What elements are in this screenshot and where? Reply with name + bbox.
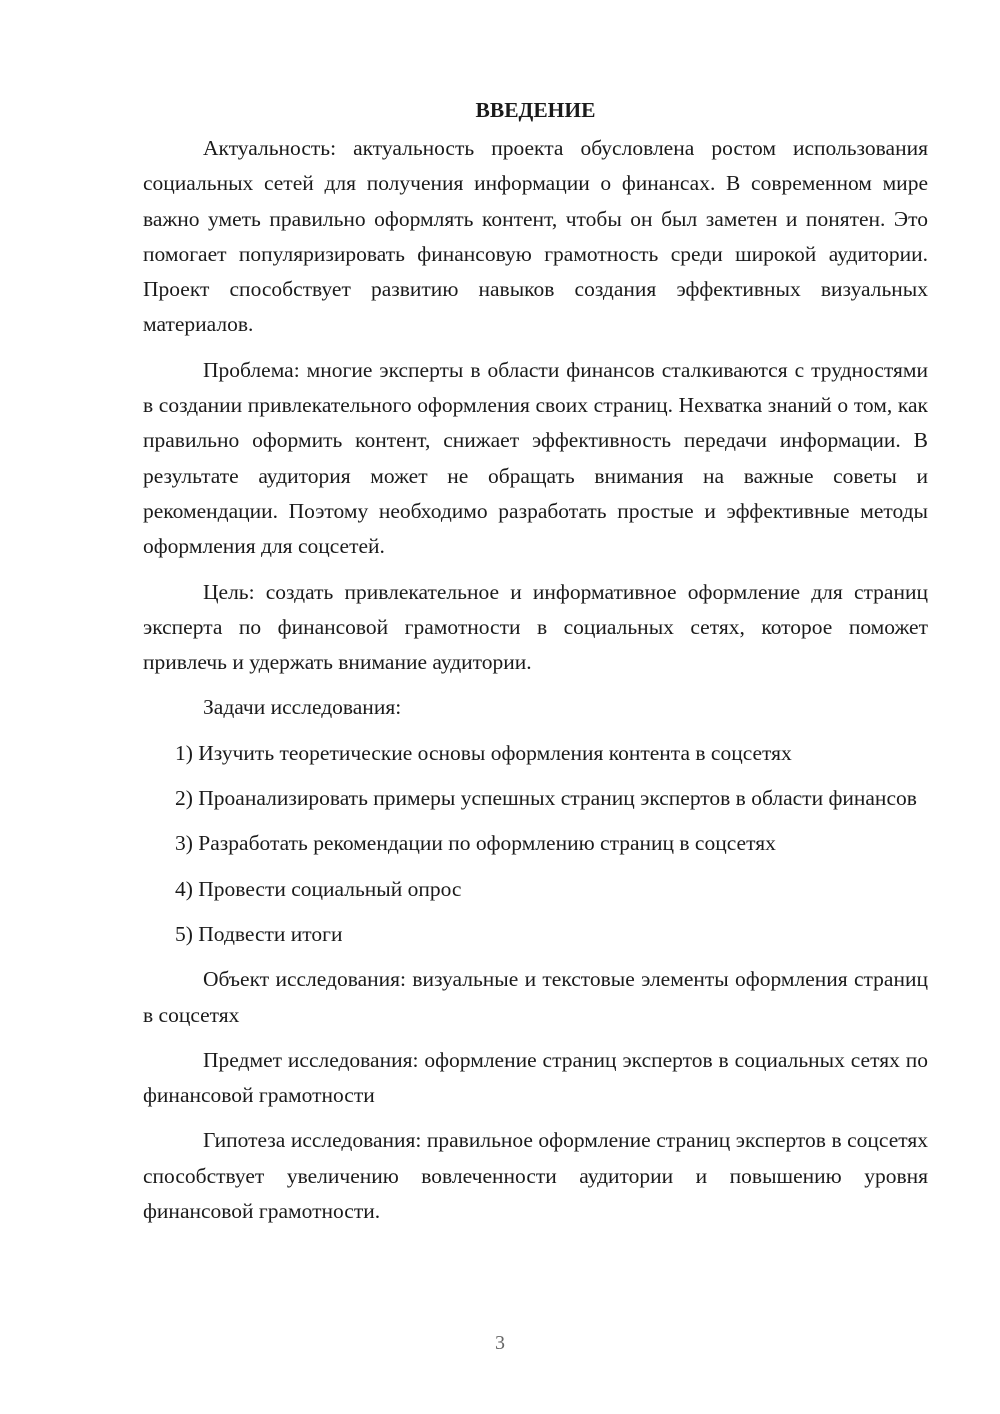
paragraph-problem: Проблема: многие эксперты в области финансов сталкиваются с трудностями в создании привлекательного оформления своих страниц. Нехватка знаний о том, как правильно оформить контент, снижает эффективность передачи информации. В результате аудитория может не обращать внимания на важные советы и рекомендации. Поэтому необходимо разработать простые и эффективные методы оформления для соцсетей. — [143, 357, 928, 559]
paragraph-object: Объект исследования: визуальные и текстовые элементы оформления страниц в соцсетях — [143, 967, 928, 1027]
task-item: 2) Проанализировать примеры успешных страниц экспертов в области финансов — [175, 786, 917, 811]
task-item: 3) Разработать рекомендации по оформлению страниц в соцсетях — [175, 831, 776, 856]
document-page — [143, 95, 928, 1239]
task-item: 5) Подвести итоги — [175, 921, 343, 946]
paragraph-goal: Цель: создать привлекательное и информативное оформление для страниц эксперта по финансовой грамотности в социальных сетях, которое поможет привлечь и удержать внимание аудитории. — [143, 579, 928, 675]
tasks-heading: Задачи исследования: — [203, 695, 402, 720]
task-item: 1) Изучить теоретические основы оформления контента в соцсетях — [175, 740, 792, 765]
section-title: ВВЕДЕНИЕ — [475, 98, 596, 122]
paragraph-relevance: Актуальность: актуальность проекта обусловлена ростом использования социальных сетей для получения информации о финансах. В современном мире важно уметь правильно оформлять контент, чтобы он был заметен и понятен. Это помогает популяризировать финансовую грамотность среди широкой аудитории. Проект способствует развитию навыков создания эффективных визуальных материалов. — [143, 136, 928, 337]
page-number: 3 — [495, 1332, 505, 1354]
paragraph-subject: Предмет исследования: оформление страниц экспертов в социальных сетях по финансовой грамотности — [143, 1047, 928, 1108]
paragraph-hypothesis: Гипотеза исследования: правильное оформление страниц экспертов в соцсетях способствует увеличению вовлеченности аудитории и повышению уровня финансовой грамотности. — [143, 1128, 928, 1224]
task-item: 4) Провести социальный опрос — [175, 876, 462, 901]
